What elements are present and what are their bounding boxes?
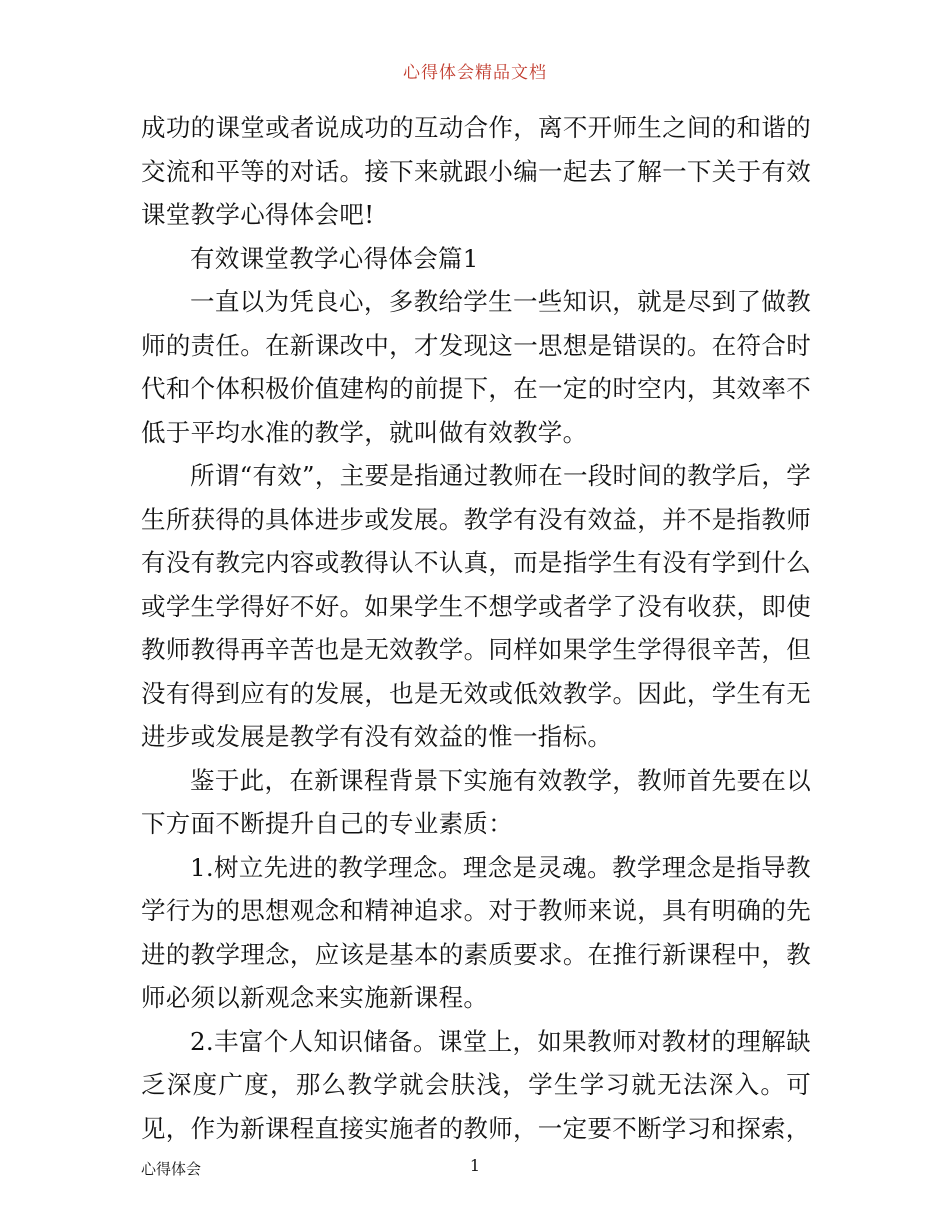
body-paragraph: 一直以为凭良心，多教给学生一些知识，就是尽到了做教师的责任。在新课改中，才发现这一思想是错误的。在符合时代和个体积极价值建构的前提下，在一定的时空内，其效率不低于平均水准的教学，就叫做有效教学。 <box>141 287 811 447</box>
footer-label: 心得体会 <box>141 1160 202 1178</box>
list-item-1: 1.树立先进的教学理念。理念是灵魂。教学理念是指导教学行为的思想观念和精神追求。对于教师来说，具有明确的先进的教学理念，应该是基本的素质要求。在推行新课程中，教师必须以新观念来实施新课程。 <box>141 852 811 1012</box>
document-body <box>141 106 811 1150</box>
list-item-2: 2.丰富个人知识储备。课堂上，如果教师对教材的理解缺乏深度广度，那么教学就会肤浅，学生学习就无法深入。可见，作为新课程直接实施者的教师，一定要不断学习和探索， <box>141 1026 811 1143</box>
page-number: 1 <box>469 1156 481 1175</box>
body-paragraph: 鉴于此，在新课程背景下实施有效教学，教师首先要在以下方面不断提升自己的专业素质： <box>141 765 811 838</box>
page-header: 心得体会精品文档 <box>403 63 547 83</box>
intro-paragraph: 成功的课堂或者说成功的互动合作，离不开师生之间的和谐的交流和平等的对话。接下来就跟小编一起去了解一下关于有效课堂教学心得体会吧! <box>141 113 811 229</box>
body-paragraph: 所谓“有效”，主要是指通过教师在一段时间的教学后，学生所获得的具体进步或发展。教学有没有效益，并不是指教师有没有教完内容或教得认不认真，而是指学生有没有学到什么或学生学得好不好。如果学生不想学或者学了没有收获，即使教师教得再辛苦也是无效教学。同样如果学生学得很辛苦，但没有得到应有的发展，也是无效或低效教学。因此，学生有无进步或发展是教学有没有效益的惟一指标。 <box>141 461 811 751</box>
section-heading: 有效课堂教学心得体会篇1 <box>190 243 479 273</box>
